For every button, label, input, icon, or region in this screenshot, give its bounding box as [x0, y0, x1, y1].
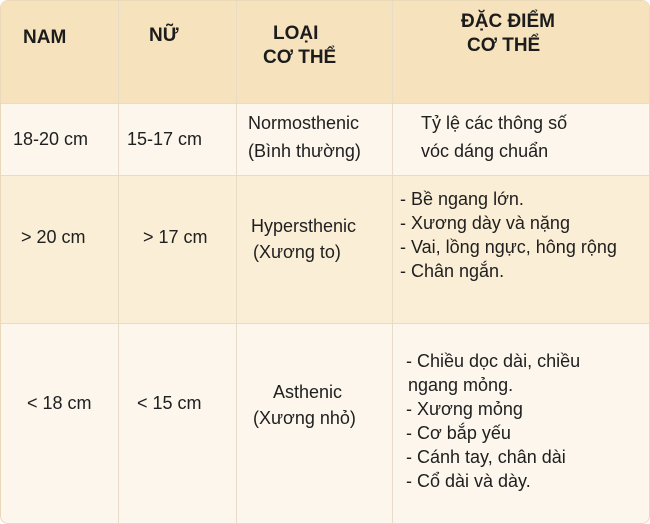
trait-line: - Xương mỏng [406, 399, 523, 420]
trait-line: - Chân ngắn. [400, 261, 505, 281]
trait-line: - Vai, lồng ngực, hông rộng [400, 237, 617, 257]
table-row [1, 175, 650, 323]
body-type-table [1, 1, 650, 523]
trait-line: vóc dáng chuẩn [421, 141, 549, 161]
cell-nam: < 18 cm [1, 323, 119, 523]
body-type-subtitle: (Bình thường) [248, 141, 361, 161]
trait-line: - Bề ngang lớn. [400, 189, 524, 209]
header-nu: NỮ [119, 1, 237, 103]
trait-line: - Xương dày và nặng [400, 213, 570, 233]
cell-nu: < 15 cm [119, 323, 237, 523]
body-type-subtitle: (Xương nhỏ) [253, 408, 356, 429]
table-row [1, 103, 650, 175]
cell-nu: 15-17 cm [119, 103, 237, 175]
cell-nam: > 20 cm [1, 175, 119, 323]
cell-body-type [237, 175, 393, 323]
header-nam: NAM [1, 1, 119, 103]
body-type-name: Asthenic [273, 382, 343, 403]
header-dacdiem-line1: ĐẶC ĐIỂM [461, 10, 555, 32]
header-dacdiem-line2: CƠ THỂ [467, 34, 541, 56]
trait-line: Tỷ lệ các thông số [421, 113, 568, 133]
cell-traits [393, 323, 650, 523]
table-row [1, 323, 650, 523]
header-dac-diem-co-the [393, 1, 650, 103]
body-type-subtitle: (Xương to) [253, 242, 341, 262]
trait-line: - Cơ bắp yếu [406, 423, 511, 444]
body-type-name: Hypersthenic [251, 216, 357, 236]
table-header-row [1, 1, 650, 103]
trait-line: - Cổ dài và dày. [406, 471, 531, 492]
header-loai-line2: CƠ THỂ [263, 46, 337, 68]
trait-line: - Chiều dọc dài, chiều [406, 351, 581, 372]
cell-traits [393, 175, 650, 323]
cell-nam: 18-20 cm [1, 103, 119, 175]
trait-line: ngang mỏng. [408, 375, 514, 396]
cell-nu: > 17 cm [119, 175, 237, 323]
header-loai-co-the [237, 1, 393, 103]
header-loai-line1: LOẠI [273, 22, 319, 44]
cell-traits [393, 103, 650, 175]
body-type-name: Normosthenic [248, 113, 360, 133]
trait-line: - Cánh tay, chân dài [406, 447, 566, 468]
cell-body-type [237, 103, 393, 175]
cell-body-type [237, 323, 393, 523]
